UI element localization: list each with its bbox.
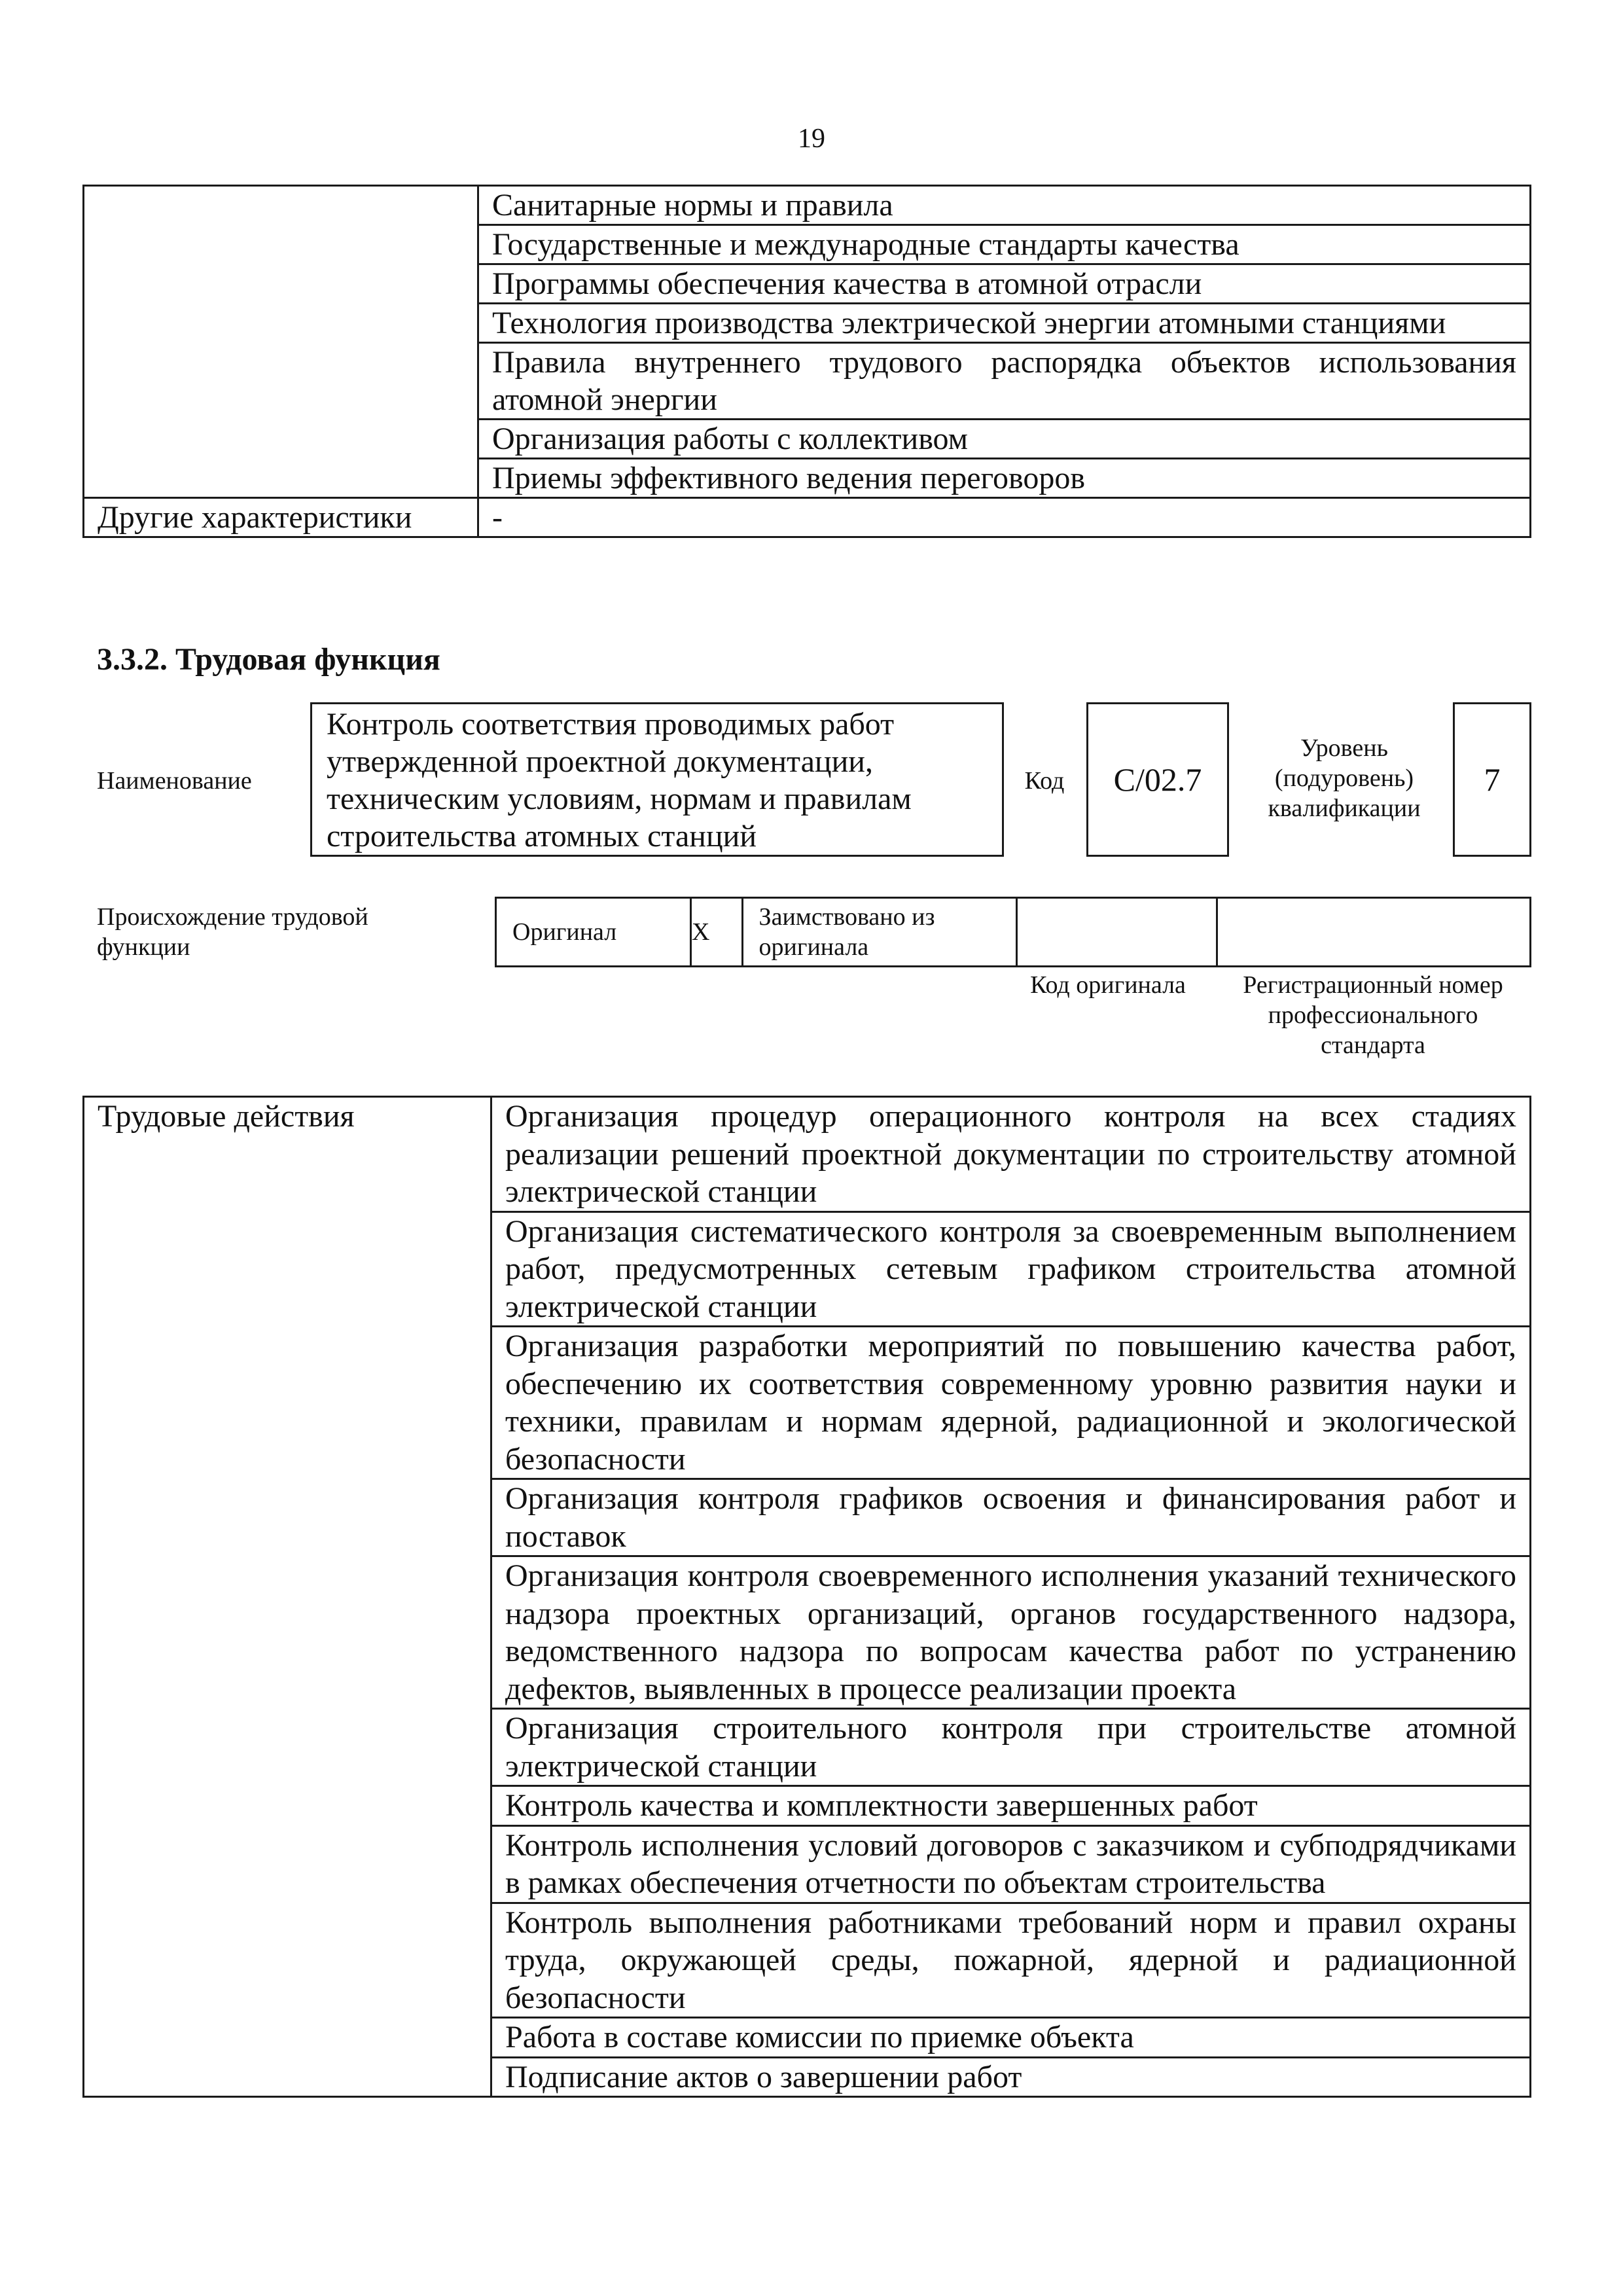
labor-action-item: Организация разработки мероприятий по повышению качества работ, обеспечению их соответствия современному уровню развития науки и техники, правилам и нормам ядерной, радиационной и экологической безопасности — [491, 1327, 1531, 1479]
labor-action-item: Организация контроля своевременного исполнения указаний технического надзора проектных организаций, органов государственного надзора, ведомственного надзора по вопросам качества работ по устранению дефектов, выявленных в процессе реализации проекта — [491, 1556, 1531, 1709]
labor-action-item: Организация контроля графиков освоения и финансирования работ и поставок — [491, 1479, 1531, 1556]
knowledge-table — [82, 185, 1531, 538]
table-row — [84, 186, 1531, 225]
knowledge-item: Технология производства электрической энергии атомными станциями — [478, 304, 1531, 343]
page-number: 19 — [798, 124, 825, 154]
knowledge-item: Приемы эффективного ведения переговоров — [478, 459, 1531, 498]
table-row — [84, 1097, 1531, 1212]
labor-actions-table — [82, 1096, 1531, 2098]
labor-actions-label: Трудовые действия — [84, 1097, 491, 2097]
origin-table — [495, 897, 1531, 967]
table-row — [496, 898, 1531, 967]
function-name-box: Контроль соответствия проводимых работ утвержденной проектной документации, техническим условиям, нормам и правилам строительства атомных станций — [310, 702, 1004, 857]
level-value-box: 7 — [1453, 702, 1531, 857]
knowledge-item: Правила внутреннего трудового распорядка объектов использования атомной энергии — [478, 343, 1531, 420]
labor-action-item: Организация процедур операционного контроля на всех стадиях реализации решений проектной документации по строительству атомной электрической станции — [491, 1097, 1531, 1212]
knowledge-item: Государственные и международные стандарты качества — [478, 225, 1531, 264]
naming-label: Наименование — [97, 767, 252, 795]
labor-action-item: Подписание актов о завершении работ — [491, 2057, 1531, 2097]
level-label: Уровень (подуровень) квалификации — [1268, 734, 1421, 822]
other-characteristics-value: - — [478, 498, 1531, 537]
knowledge-item: Организация работы с коллективом — [478, 420, 1531, 459]
table-cell-empty — [84, 186, 478, 498]
labor-action-item: Работа в составе комиссии по приемке объекта — [491, 2018, 1531, 2058]
knowledge-item: Программы обеспечения качества в атомной отрасли — [478, 264, 1531, 304]
code-value-box: C/02.7 — [1086, 702, 1229, 857]
borrowed-label: Заимствовано из оригинала — [742, 898, 1016, 967]
origin-code-cell — [1017, 898, 1217, 967]
knowledge-item: Санитарные нормы и правила — [478, 186, 1531, 225]
original-label: Оригинал — [496, 898, 691, 967]
labor-action-item: Контроль исполнения условий договоров с заказчиком и субподрядчиками в рамках обеспечения отчетности по объектам строительства — [491, 1825, 1531, 1903]
code-label: Код — [1024, 767, 1065, 795]
origin-code-caption: Код оригинала — [1030, 971, 1186, 999]
labor-action-item: Контроль выполнения работниками требований норм и правил охраны труда, окружающей среды, пожарной, ядерной и радиационной безопасности — [491, 1903, 1531, 2018]
other-characteristics-label: Другие характеристики — [84, 498, 478, 537]
section-heading: 3.3.2. Трудовая функция — [97, 642, 440, 677]
origin-reg-number-cell — [1217, 898, 1531, 967]
labor-action-item: Контроль качества и комплектности завершенных работ — [491, 1786, 1531, 1826]
table-row — [84, 498, 1531, 537]
original-mark: X — [690, 898, 742, 967]
labor-action-item: Организация систематического контроля за своевременным выполнением работ, предусмотренных сетевым графиком строительства атомной электрической станции — [491, 1211, 1531, 1327]
origin-label: Происхождение трудовой функции — [97, 903, 368, 961]
reg-number-caption: Регистрационный номер профессионального стандарта — [1243, 971, 1503, 1059]
labor-action-item: Организация строительного контроля при строительстве атомной электрической станции — [491, 1709, 1531, 1786]
